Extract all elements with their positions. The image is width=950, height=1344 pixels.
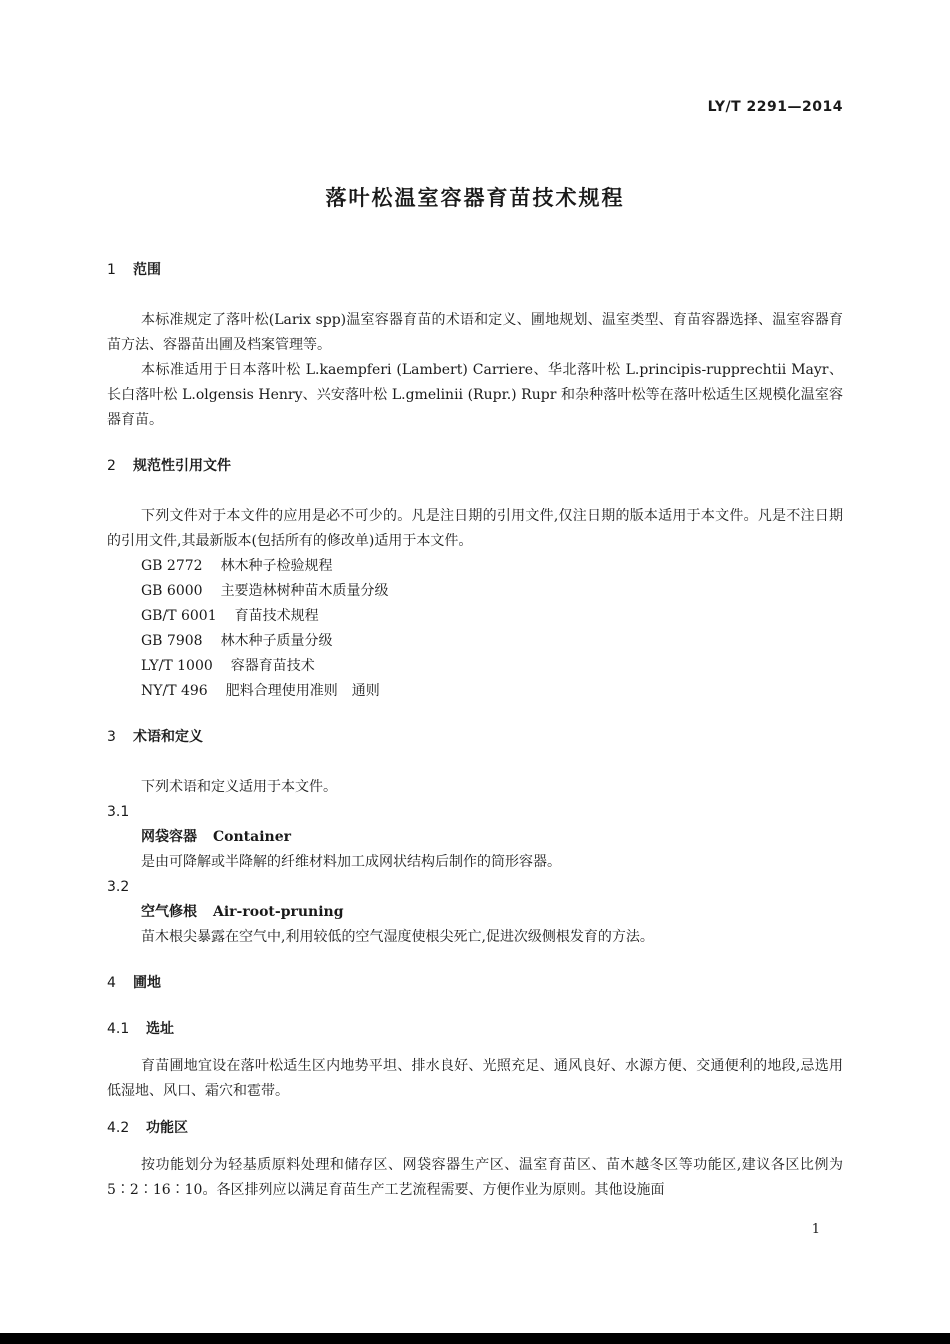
reference-item bbox=[107, 654, 843, 679]
term-name bbox=[107, 900, 843, 925]
term-entry bbox=[107, 875, 843, 950]
section-1-paragraph-2: 本标准适用于日本落叶松 L.kaempferi (Lambert) Carriere、华北落叶松 L.principis-rupprechtii Mayr、长白落叶松 L.olgensis Henry、兴安落叶松 L.gmelinii (Rupr.) Rupr 和杂种落叶松等在落叶松适生区规模化温室容器育苗。 bbox=[107, 362, 843, 428]
bottom-border bbox=[0, 1333, 950, 1344]
standard-code: LY/T 2291—2014 bbox=[707, 99, 843, 115]
reference-code: GB 7908 bbox=[141, 633, 203, 649]
section-3-paragraph: 下列术语和定义适用于本文件。 bbox=[141, 779, 337, 795]
term-name-zh: 网袋容器 bbox=[141, 829, 197, 845]
subsection-4-2-paragraph: 按功能划分为轻基质原料处理和储存区、网袋容器生产区、温室育苗区、苗木越冬区等功能区,建议各区比例为5∶2∶16∶10。各区排列应以满足育苗生产工艺流程需要、方便作业为原则。其他设施面 bbox=[107, 1157, 843, 1198]
section-number: 2 bbox=[107, 458, 116, 474]
section-1-paragraph-1: 本标准规定了落叶松(Larix spp)温室容器育苗的术语和定义、圃地规划、温室类型、育苗容器选择、温室容器育苗方法、容器苗出圃及档案管理等。 bbox=[107, 312, 843, 353]
reference-item bbox=[107, 629, 843, 654]
term-definition: 是由可降解或半降解的纤维材料加工成网状结构后制作的筒形容器。 bbox=[141, 854, 561, 870]
subsection-title: 选址 bbox=[146, 1021, 174, 1037]
subsection-number: 4.1 bbox=[107, 1021, 130, 1037]
reference-item bbox=[107, 679, 843, 704]
section-1-heading bbox=[107, 258, 843, 283]
section-2-heading bbox=[107, 454, 843, 479]
reference-name: 林木种子质量分级 bbox=[220, 633, 333, 649]
subsection-4-2-heading bbox=[107, 1116, 843, 1141]
section-title: 规范性引用文件 bbox=[133, 458, 231, 474]
section-title: 圃地 bbox=[133, 975, 161, 991]
section-title: 术语和定义 bbox=[133, 729, 203, 745]
reference-code: NY/T 496 bbox=[141, 683, 208, 699]
document-title: 落叶松温室容器育苗技术规程 bbox=[325, 186, 625, 210]
term-definition: 苗木根尖暴露在空气中,利用较低的空气湿度使根尖死亡,促进次级侧根发育的方法。 bbox=[141, 929, 654, 945]
reference-code: GB/T 6001 bbox=[141, 608, 217, 624]
reference-name: 育苗技术规程 bbox=[234, 608, 319, 624]
reference-name: 主要造林树种苗木质量分级 bbox=[220, 583, 389, 599]
reference-list bbox=[107, 554, 843, 704]
term-name bbox=[107, 825, 843, 850]
term-name-en: Container bbox=[213, 829, 291, 845]
section-number: 4 bbox=[107, 975, 116, 991]
term-number: 3.1 bbox=[107, 804, 130, 820]
reference-name: 肥料合理使用准则 通则 bbox=[225, 683, 380, 699]
term-number: 3.2 bbox=[107, 879, 130, 895]
subsection-4-1-heading bbox=[107, 1017, 843, 1042]
reference-name: 容器育苗技术 bbox=[230, 658, 315, 674]
page-number: 1 bbox=[811, 1222, 820, 1237]
reference-item bbox=[107, 604, 843, 629]
section-number: 3 bbox=[107, 729, 116, 745]
reference-item bbox=[107, 579, 843, 604]
reference-item bbox=[107, 554, 843, 579]
section-2-paragraph: 下列文件对于本文件的应用是必不可少的。凡是注日期的引用文件,仅注日期的版本适用于本文件。凡是不注日期的引用文件,其最新版本(包括所有的修改单)适用于本文件。 bbox=[107, 508, 843, 549]
section-number: 1 bbox=[107, 262, 116, 278]
subsection-4-1-paragraph: 育苗圃地宜设在落叶松适生区内地势平坦、排水良好、光照充足、通风良好、水源方便、交通便利的地段,忌选用低湿地、风口、霜穴和雹带。 bbox=[107, 1058, 843, 1099]
term-name-en: Air-root-pruning bbox=[213, 904, 344, 920]
reference-name: 林木种子检验规程 bbox=[220, 558, 333, 574]
section-3-heading bbox=[107, 725, 843, 750]
reference-code: LY/T 1000 bbox=[141, 658, 213, 674]
reference-code: GB 2772 bbox=[141, 558, 203, 574]
subsection-number: 4.2 bbox=[107, 1120, 130, 1136]
document-body bbox=[107, 258, 843, 1203]
term-name-zh: 空气修根 bbox=[141, 904, 197, 920]
term-entry bbox=[107, 800, 843, 875]
reference-code: GB 6000 bbox=[141, 583, 203, 599]
section-4-heading bbox=[107, 971, 843, 996]
section-title: 范围 bbox=[133, 262, 161, 278]
subsection-title: 功能区 bbox=[146, 1120, 188, 1136]
